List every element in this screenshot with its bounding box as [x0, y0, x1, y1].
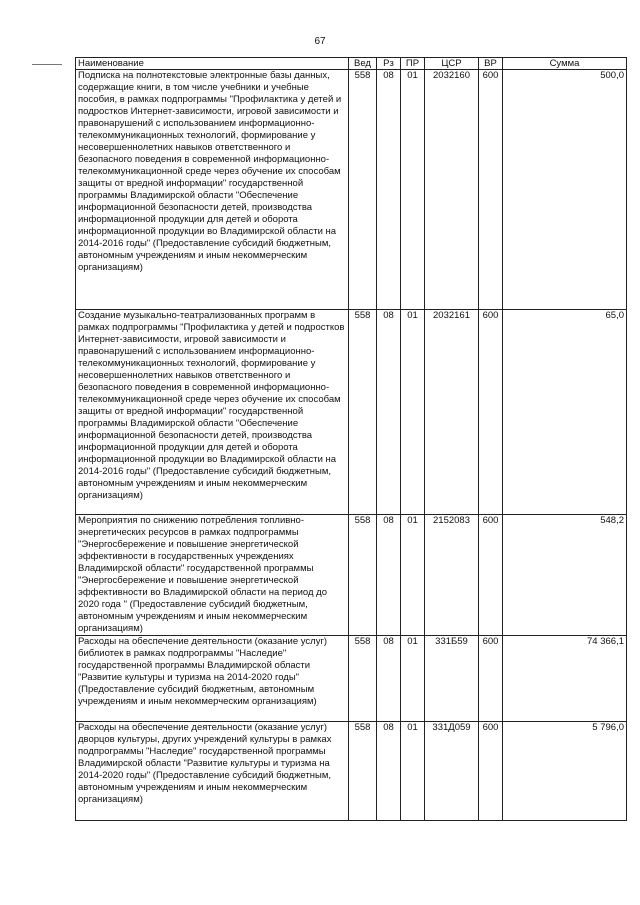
row-rz: 08 — [377, 722, 401, 821]
row-sum: 65,0 — [503, 310, 627, 515]
row-vr: 600 — [479, 310, 503, 515]
row-rz: 08 — [377, 515, 401, 636]
table-row — [76, 722, 627, 821]
header-ved: Вед — [349, 58, 377, 70]
row-sum: 548,2 — [503, 515, 627, 636]
row-vr: 600 — [479, 722, 503, 821]
header-pr: ПР — [401, 58, 425, 70]
table-row — [76, 515, 627, 636]
table-row — [76, 70, 627, 310]
row-vr: 600 — [479, 515, 503, 636]
header-name: Наименование — [76, 58, 349, 70]
page-number: 67 — [314, 36, 326, 47]
row-ved: 558 — [349, 722, 377, 821]
margin-mark — [32, 64, 62, 65]
row-rz: 08 — [377, 636, 401, 722]
table-header-row — [76, 58, 627, 70]
header-vr: ВР — [479, 58, 503, 70]
row-csr: 2032161 — [425, 310, 479, 515]
row-ved: 558 — [349, 515, 377, 636]
row-name: Расходы на обеспечение деятельности (оказание услуг) дворцов культуры, других учреждений культуры в рамках подпрограммы "Наследие" государственной программы Владимирской области "Развитие культуры и туризма на 2014-2020 годы" (Предоставление субсидий бюджетным, автономным учреждениям и иным некоммерческим организациям) — [76, 722, 349, 821]
row-rz: 08 — [377, 310, 401, 515]
row-csr: 331Д059 — [425, 722, 479, 821]
row-name: Создание музыкально-театрализованных программ в рамках подпрограммы "Профилактика у детей и подростков Интернет-зависимости, игровой зависимости и правонарушений с использованием информационно-телекоммуникационных технологий, формирование у несовершеннолетних навыков ответственного и безопасного поведения в современной информационно-телекоммуникационной среде через обучение их способам защиты от вредной информации" государственной программы Владимирской области "Обеспечение информационной безопасности детей, производства информационной продукции для детей и оборота информационной продукции во Владимирской области на 2014-2016 годы" (Предоставление субсидий бюджетным, автономным учреждениям и иным некоммерческим организациям) — [76, 310, 349, 515]
row-sum: 500,0 — [503, 70, 627, 310]
row-ved: 558 — [349, 70, 377, 310]
row-sum: 5 796,0 — [503, 722, 627, 821]
row-pr: 01 — [401, 636, 425, 722]
row-rz: 08 — [377, 70, 401, 310]
row-ved: 558 — [349, 310, 377, 515]
budget-table — [75, 57, 627, 821]
header-csr: ЦСР — [425, 58, 479, 70]
header-rz: Рз — [377, 58, 401, 70]
row-vr: 600 — [479, 70, 503, 310]
row-pr: 01 — [401, 70, 425, 310]
row-name: Мероприятия по снижению потребления топливно-энергетических ресурсов в рамках подпрограммы "Энергосбережение и повышение энергетической эффективности в государственных учреждениях Владимирской области" государственной программы "Энергосбережение и повышение энергетической эффективности во Владимирской области на период до 2020 года " (Предоставление субсидий бюджетным, автономным учреждениям и иным некоммерческим организациям) — [76, 515, 349, 636]
row-name: Расходы на обеспечение деятельности (оказание услуг) библиотек в рамках подпрограммы "Наследие" государственной программы Владимирской области "Развитие культуры и туризма на 2014-2020 годы" (Предоставление субсидий бюджетным, автономным учреждениям и иным некоммерческим организациям) — [76, 636, 349, 722]
row-name: Подписка на полнотекстовые электронные базы данных, содержащие книги, в том числе учебники и учебные пособия, в рамках подпрограммы "Профилактика у детей и подростков Интернет-зависимости, игровой зависимости и правонарушений с использованием информационно-телекоммуникационных технологий, формирование у несовершеннолетних навыков ответственного и безопасного поведения в современной информационно-телекоммуникационной среде через обучение их способам защиты от вредной информации" государственной программы Владимирской области "Обеспечение информационной безопасности детей, производства информационной продукции для детей и оборота информационной продукции во Владимирской области на 2014-2016 годы" (Предоставление субсидий бюджетным, автономным учреждениям и иным некоммерческим организациям) — [76, 70, 349, 310]
table-row — [76, 636, 627, 722]
row-csr: 331Б59 — [425, 636, 479, 722]
row-vr: 600 — [479, 636, 503, 722]
row-pr: 01 — [401, 310, 425, 515]
row-ved: 558 — [349, 636, 377, 722]
row-sum: 74 366,1 — [503, 636, 627, 722]
row-pr: 01 — [401, 515, 425, 636]
row-pr: 01 — [401, 722, 425, 821]
row-csr: 2152083 — [425, 515, 479, 636]
table-row — [76, 310, 627, 515]
row-csr: 2032160 — [425, 70, 479, 310]
header-sum: Сумма — [503, 58, 627, 70]
